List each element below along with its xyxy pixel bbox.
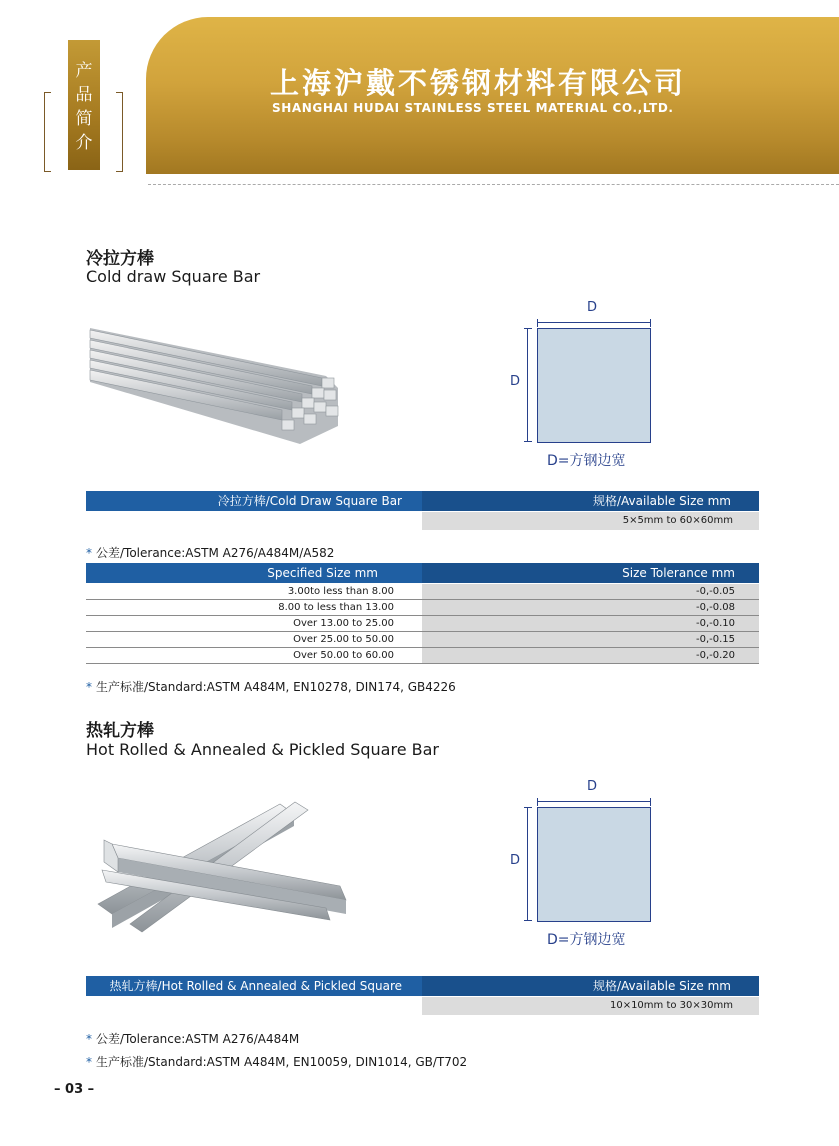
page-number: – 03 – [54, 1082, 95, 1097]
section2-spec-header [86, 976, 759, 996]
dimension-label: D [587, 779, 598, 794]
size-cell: Over 13.00 to 25.00 [293, 618, 394, 629]
section2-spec-row [86, 997, 759, 1015]
company-name-cn: 上海沪戴不锈钢材料有限公司 [270, 66, 687, 100]
company-banner [146, 17, 839, 174]
spec-empty-cell [86, 997, 422, 1015]
star-bullet: * [86, 1032, 92, 1046]
side-tab-char: 简 [75, 109, 93, 129]
section1-square-diagram [510, 300, 668, 470]
section1-standard-note [86, 678, 456, 695]
square-cross-section [537, 807, 651, 922]
size-cell: Over 25.00 to 50.00 [293, 634, 394, 645]
table-row [86, 616, 759, 632]
size-cell: Over 50.00 to 60.00 [293, 650, 394, 661]
tolerance-cell: -0,-0.05 [422, 584, 759, 599]
dimension-label: D [587, 300, 598, 315]
tolerance-table-header [86, 563, 759, 583]
section1-spec-header [86, 491, 759, 511]
spec-header-left: 热轧方棒/Hot Rolled & Annealed & Pickled Square [109, 979, 402, 993]
height-dimension-line [527, 807, 528, 921]
tolerance-note-text: 公差/Tolerance:ASTM A276/A484M/A582 [96, 546, 335, 560]
side-tab-char: 品 [75, 85, 93, 105]
section1-tolerance-note [86, 544, 334, 561]
section2-title-cn: 热轧方棒 [86, 721, 154, 741]
table-row [86, 648, 759, 664]
table-row [86, 584, 759, 600]
side-tab-char: 产 [75, 61, 93, 81]
spec-header-right: 规格/Available Size mm [422, 491, 759, 511]
tolerance-cell: -0,-0.10 [422, 616, 759, 631]
product-intro-tab [68, 40, 100, 170]
tolerance-cell: -0,-0.08 [422, 600, 759, 615]
diagram-caption: D=方钢边宽 [547, 932, 626, 948]
section1-spec-row [86, 512, 759, 530]
size-cell: 8.00 to less than 13.00 [278, 602, 394, 613]
standard-note-text: 生产标准/Standard:ASTM A484M, EN10059, DIN1014, GB/T702 [96, 1055, 468, 1069]
star-bullet: * [86, 546, 92, 560]
width-dimension-line [537, 801, 651, 802]
width-dimension-line [537, 322, 651, 323]
section1-title-en: Cold draw Square Bar [86, 267, 261, 286]
dimension-label: D [510, 374, 521, 389]
section2-tolerance-note [86, 1030, 299, 1047]
tolerance-note-text: 公差/Tolerance:ASTM A276/A484M [96, 1032, 300, 1046]
tolerance-header-right: Size Tolerance mm [422, 563, 759, 583]
section1-title-cn: 冷拉方棒 [86, 249, 154, 269]
table-row [86, 600, 759, 616]
hot-rolled-bars-photo [90, 800, 356, 940]
left-bracket-decoration [44, 92, 51, 172]
height-dimension-line [527, 328, 528, 442]
section2-title-en: Hot Rolled & Annealed & Pickled Square Bar [86, 740, 439, 759]
tolerance-cell: -0,-0.15 [422, 632, 759, 647]
star-bullet: * [86, 680, 92, 694]
cold-drawn-bars-photo [86, 326, 342, 446]
table-row [86, 632, 759, 648]
standard-note-text: 生产标准/Standard:ASTM A484M, EN10278, DIN174, GB4226 [96, 680, 456, 694]
side-tab-char: 介 [75, 133, 93, 153]
spec-header-left: 冷拉方棒/Cold Draw Square Bar [217, 494, 402, 508]
section2-standard-note [86, 1053, 467, 1070]
star-bullet: * [86, 1055, 92, 1069]
header-divider [148, 184, 839, 185]
tolerance-header-left: Specified Size mm [267, 566, 378, 580]
spec-empty-cell [86, 512, 422, 530]
section2-square-diagram [510, 779, 668, 949]
company-name-en: SHANGHAI HUDAI STAINLESS STEEL MATERIAL CO.,LTD. [272, 101, 674, 115]
size-cell: 3.00to less than 8.00 [287, 586, 394, 597]
right-bracket-decoration [116, 92, 123, 172]
diagram-caption: D=方钢边宽 [547, 453, 626, 469]
spec-size-value: 5×5mm to 60×60mm [422, 512, 759, 530]
tolerance-cell: -0,-0.20 [422, 648, 759, 663]
spec-size-value: 10×10mm to 30×30mm [422, 997, 759, 1015]
spec-header-right: 规格/Available Size mm [422, 976, 759, 996]
dimension-label: D [510, 853, 521, 868]
square-cross-section [537, 328, 651, 443]
